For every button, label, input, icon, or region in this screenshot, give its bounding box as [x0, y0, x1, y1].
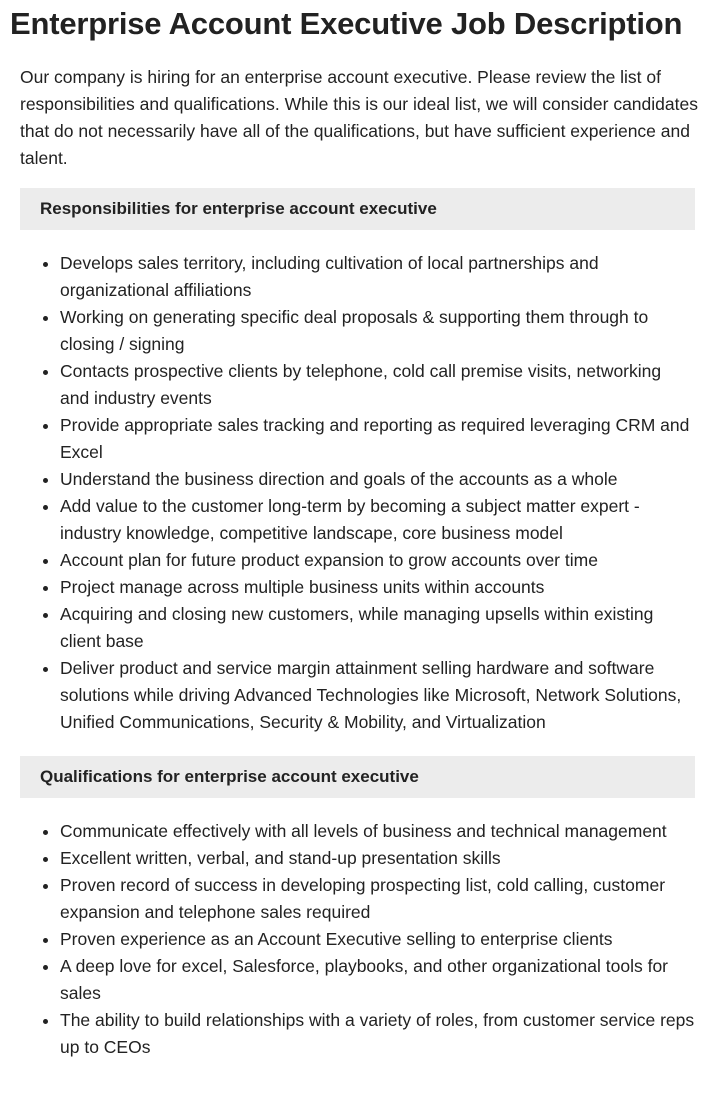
- responsibilities-list: [20, 250, 695, 736]
- list-item: • Acquiring and closing new customers, while managing upsells within existing client base: [60, 601, 695, 655]
- page-title: Enterprise Account Executive Job Description: [10, 6, 683, 41]
- list-item: • Deliver product and service margin attainment selling hardware and software solutions while driving Advanced Technologies like Microsoft, Network Solutions, Unified Communications, Security & Mobility, and Virtualization: [60, 655, 695, 736]
- responsibilities-heading: Responsibilities for enterprise account executive: [20, 188, 695, 230]
- qualifications-list: [20, 818, 695, 1061]
- list-item: • Develops sales territory, including cultivation of local partnerships and organizational affiliations: [60, 250, 695, 304]
- list-item: • Provide appropriate sales tracking and reporting as required leveraging CRM and Excel: [60, 412, 695, 466]
- qualifications-heading: Qualifications for enterprise account executive: [20, 756, 695, 798]
- intro-paragraph: Our company is hiring for an enterprise account executive. Please review the list of responsibilities and qualifications. While this is our ideal list, we will consider candidates that do not necessarily have all of the qualifications, but have sufficient experience and talent.: [20, 67, 698, 168]
- list-item: • Working on generating specific deal proposals & supporting them through to closing / signing: [60, 304, 695, 358]
- list-item: • Understand the business direction and goals of the accounts as a whole: [60, 466, 695, 493]
- list-item: • Project manage across multiple business units within accounts: [60, 574, 695, 601]
- list-item: • Contacts prospective clients by telephone, cold call premise visits, networking and industry events: [60, 358, 695, 412]
- list-item: • Add value to the customer long-term by becoming a subject matter expert - industry knowledge, competitive landscape, core business model: [60, 493, 695, 547]
- list-item: • Communicate effectively with all levels of business and technical management: [60, 818, 695, 845]
- list-item: • Excellent written, verbal, and stand-up presentation skills: [60, 845, 695, 872]
- list-item: • A deep love for excel, Salesforce, playbooks, and other organizational tools for sales: [60, 953, 695, 1007]
- list-item: • The ability to build relationships with a variety of roles, from customer service reps up to CEOs: [60, 1007, 695, 1061]
- list-item: • Proven record of success in developing prospecting list, cold calling, customer expansion and telephone sales required: [60, 872, 695, 926]
- list-item: • Account plan for future product expansion to grow accounts over time: [60, 547, 695, 574]
- list-item: • Proven experience as an Account Executive selling to enterprise clients: [60, 926, 695, 953]
